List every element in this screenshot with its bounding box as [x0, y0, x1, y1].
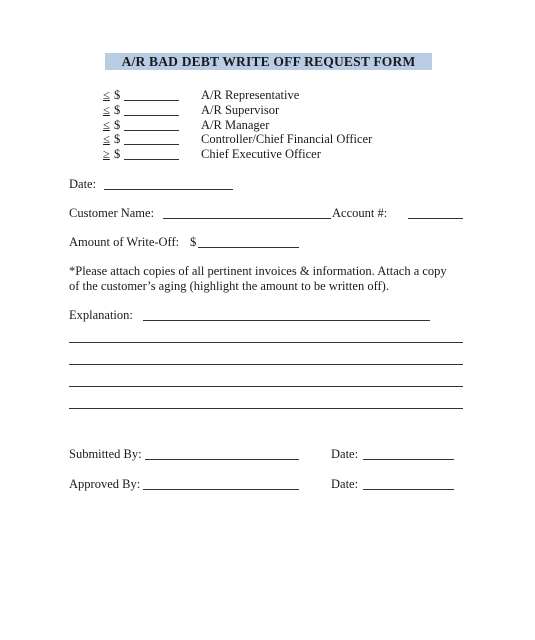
amount-label: Amount of Write-Off:: [69, 235, 180, 249]
approved-date-label: Date:: [331, 477, 359, 491]
amount-blank[interactable]: [124, 130, 179, 131]
submitted-date-label: Date:: [331, 447, 359, 461]
form-title: A/R BAD DEBT WRITE OFF REQUEST FORM: [105, 53, 432, 70]
currency-symbol: $: [114, 147, 121, 161]
amount-blank[interactable]: [124, 100, 179, 101]
explanation-line[interactable]: [69, 364, 463, 365]
comparison-symbol: ≤: [103, 88, 110, 102]
comparison-symbol: ≤: [103, 132, 110, 146]
approval-role: Controller/Chief Financial Officer: [201, 132, 373, 146]
amount-field[interactable]: [198, 247, 299, 248]
attachment-note-line-1: *Please attach copies of all pertinent invoices & information. Attach a copy: [69, 264, 447, 278]
approval-role: Chief Executive Officer: [201, 147, 321, 161]
account-number-label: Account #:: [332, 206, 388, 220]
currency-symbol: $: [114, 118, 121, 132]
attachment-note-line-2: of the customer’s aging (highlight the amount to be written off).: [69, 279, 389, 293]
currency-symbol: $: [114, 103, 121, 117]
approved-by-label: Approved By:: [69, 477, 141, 491]
comparison-symbol: ≤: [103, 118, 110, 132]
explanation-line[interactable]: [69, 342, 463, 343]
submitted-by-field[interactable]: [145, 459, 299, 460]
amount-blank[interactable]: [124, 115, 179, 116]
comparison-symbol: ≥: [103, 147, 110, 161]
submitted-by-label: Submitted By:: [69, 447, 142, 461]
date-field[interactable]: [104, 189, 233, 190]
approved-date-field[interactable]: [363, 489, 454, 490]
customer-name-label: Customer Name:: [69, 206, 155, 220]
customer-name-field[interactable]: [163, 218, 331, 219]
amount-blank[interactable]: [124, 159, 179, 160]
comparison-symbol: ≤: [103, 103, 110, 117]
approval-role: A/R Representative: [201, 88, 300, 102]
currency-symbol: $: [114, 88, 121, 102]
approval-role: A/R Manager: [201, 118, 270, 132]
explanation-line[interactable]: [69, 408, 463, 409]
amount-blank[interactable]: [124, 144, 179, 145]
amount-currency: $: [190, 235, 197, 249]
explanation-line[interactable]: [143, 320, 430, 321]
explanation-label: Explanation:: [69, 308, 133, 322]
explanation-line[interactable]: [69, 386, 463, 387]
approved-by-field[interactable]: [143, 489, 299, 490]
submitted-date-field[interactable]: [363, 459, 454, 460]
date-label: Date:: [69, 177, 97, 191]
currency-symbol: $: [114, 132, 121, 146]
approval-role: A/R Supervisor: [201, 103, 280, 117]
account-number-field[interactable]: [408, 218, 463, 219]
